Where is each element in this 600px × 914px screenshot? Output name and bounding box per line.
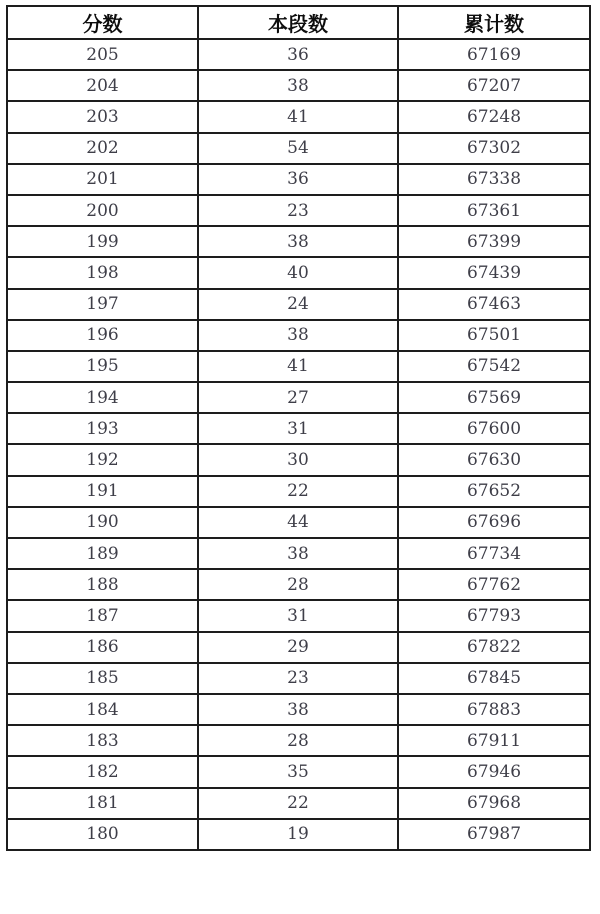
table-cell: 67542 — [398, 351, 590, 382]
table-cell: 67248 — [398, 101, 590, 132]
table-row — [7, 39, 590, 70]
table-cell: 23 — [198, 195, 398, 226]
table-cell: 41 — [198, 101, 398, 132]
table-cell: 38 — [198, 538, 398, 569]
table-cell: 195 — [7, 351, 198, 382]
table-cell: 67600 — [398, 413, 590, 444]
table-cell: 186 — [7, 632, 198, 663]
table-cell: 28 — [198, 569, 398, 600]
table-cell: 31 — [198, 413, 398, 444]
table-cell: 180 — [7, 819, 198, 850]
table-cell: 31 — [198, 600, 398, 631]
table-cell: 22 — [198, 788, 398, 819]
table-row — [7, 507, 590, 538]
table-cell: 198 — [7, 257, 198, 288]
table-cell: 67361 — [398, 195, 590, 226]
table-row — [7, 444, 590, 475]
table-cell: 67207 — [398, 70, 590, 101]
table-cell: 181 — [7, 788, 198, 819]
table-row — [7, 101, 590, 132]
table-cell: 67439 — [398, 257, 590, 288]
table-row — [7, 756, 590, 787]
table-cell: 202 — [7, 133, 198, 164]
table-cell: 204 — [7, 70, 198, 101]
table-row — [7, 663, 590, 694]
table-cell: 67911 — [398, 725, 590, 756]
table-cell: 184 — [7, 694, 198, 725]
table-cell: 197 — [7, 289, 198, 320]
table-cell: 24 — [198, 289, 398, 320]
table-cell: 67463 — [398, 289, 590, 320]
column-header: 分数 — [7, 6, 198, 39]
table-header-row — [7, 6, 590, 39]
table-cell: 67845 — [398, 663, 590, 694]
table-cell: 191 — [7, 476, 198, 507]
table-row — [7, 320, 590, 351]
table-row — [7, 351, 590, 382]
table-cell: 23 — [198, 663, 398, 694]
table-cell: 67338 — [398, 164, 590, 195]
score-segment-table — [6, 5, 591, 851]
table-cell: 35 — [198, 756, 398, 787]
table-row — [7, 257, 590, 288]
table-cell: 36 — [198, 39, 398, 70]
table-cell: 190 — [7, 507, 198, 538]
table-cell: 67822 — [398, 632, 590, 663]
table-cell: 67696 — [398, 507, 590, 538]
table-cell: 38 — [198, 694, 398, 725]
table-cell: 67501 — [398, 320, 590, 351]
table-header — [7, 6, 590, 39]
table-cell: 28 — [198, 725, 398, 756]
table-cell: 189 — [7, 538, 198, 569]
table-cell: 40 — [198, 257, 398, 288]
table-row — [7, 289, 590, 320]
table-cell: 67946 — [398, 756, 590, 787]
table-cell: 187 — [7, 600, 198, 631]
table-row — [7, 226, 590, 257]
table-row — [7, 538, 590, 569]
table-cell: 194 — [7, 382, 198, 413]
table-row — [7, 413, 590, 444]
table-cell: 185 — [7, 663, 198, 694]
table-cell: 38 — [198, 320, 398, 351]
table-row — [7, 819, 590, 850]
table-cell: 192 — [7, 444, 198, 475]
table-cell: 67630 — [398, 444, 590, 475]
table-cell: 44 — [198, 507, 398, 538]
table-row — [7, 70, 590, 101]
table-cell: 200 — [7, 195, 198, 226]
table-cell: 67652 — [398, 476, 590, 507]
table-cell: 67399 — [398, 226, 590, 257]
table-cell: 22 — [198, 476, 398, 507]
table-cell: 54 — [198, 133, 398, 164]
table-cell: 182 — [7, 756, 198, 787]
table-row — [7, 694, 590, 725]
table-cell: 41 — [198, 351, 398, 382]
table-body — [7, 39, 590, 850]
table-row — [7, 382, 590, 413]
table-cell: 30 — [198, 444, 398, 475]
table-cell: 27 — [198, 382, 398, 413]
table-cell: 36 — [198, 164, 398, 195]
table-row — [7, 195, 590, 226]
table-cell: 67734 — [398, 538, 590, 569]
table-cell: 67169 — [398, 39, 590, 70]
table-row — [7, 476, 590, 507]
table-cell: 67968 — [398, 788, 590, 819]
table-row — [7, 164, 590, 195]
table-row — [7, 725, 590, 756]
table-row — [7, 600, 590, 631]
table-cell: 193 — [7, 413, 198, 444]
column-header: 累计数 — [398, 6, 590, 39]
table-cell: 38 — [198, 70, 398, 101]
table-row — [7, 133, 590, 164]
table-cell: 67569 — [398, 382, 590, 413]
table-cell: 188 — [7, 569, 198, 600]
table-cell: 19 — [198, 819, 398, 850]
table-cell: 38 — [198, 226, 398, 257]
table-cell: 67987 — [398, 819, 590, 850]
table-row — [7, 632, 590, 663]
table-cell: 196 — [7, 320, 198, 351]
table-cell: 29 — [198, 632, 398, 663]
table-row — [7, 569, 590, 600]
table-cell: 203 — [7, 101, 198, 132]
table-cell: 183 — [7, 725, 198, 756]
table-cell: 205 — [7, 39, 198, 70]
table-row — [7, 788, 590, 819]
table-cell: 67883 — [398, 694, 590, 725]
table-cell: 67793 — [398, 600, 590, 631]
column-header: 本段数 — [198, 6, 398, 39]
table-cell: 199 — [7, 226, 198, 257]
table-cell: 67762 — [398, 569, 590, 600]
table-cell: 201 — [7, 164, 198, 195]
table-cell: 67302 — [398, 133, 590, 164]
